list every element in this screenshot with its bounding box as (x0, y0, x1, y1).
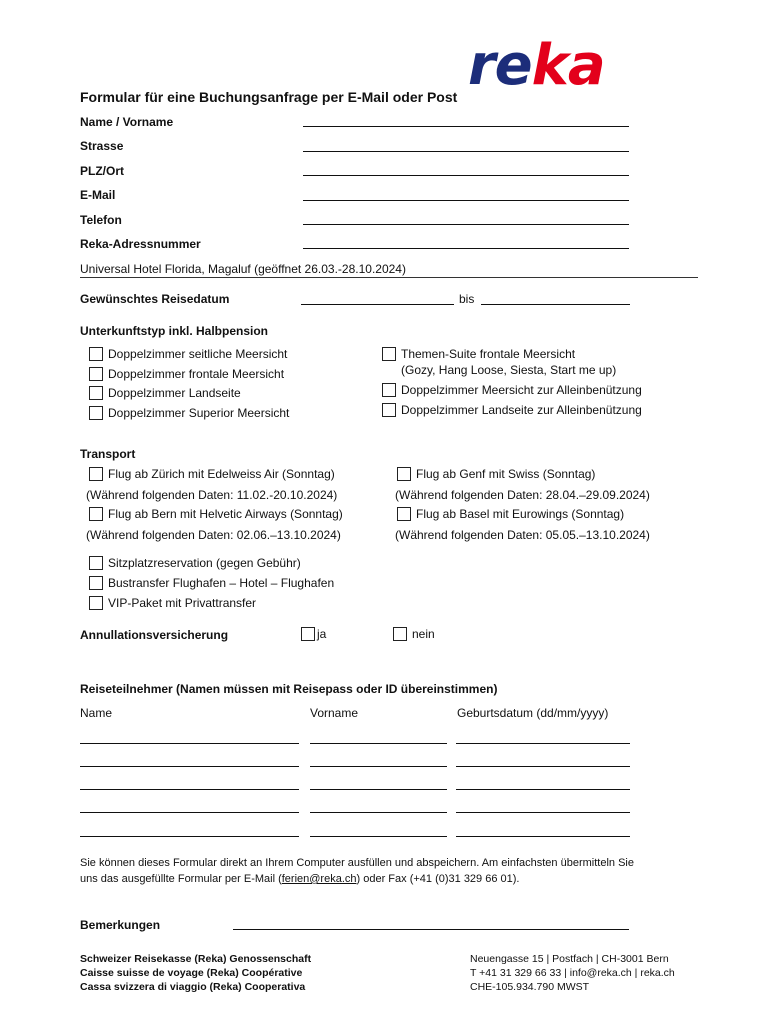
flight-basel[interactable] (397, 507, 624, 521)
room-option[interactable] (382, 383, 642, 397)
field-label-name: Name / Vorname (80, 115, 174, 129)
participant-name-line[interactable] (80, 812, 299, 813)
room-option[interactable] (89, 367, 284, 381)
checkbox[interactable] (89, 596, 103, 610)
insurance-label: Annullationsversicherung (80, 628, 229, 642)
checkbox[interactable] (89, 347, 103, 361)
field-line-plz[interactable] (303, 175, 629, 176)
participant-birth-line[interactable] (456, 789, 630, 790)
flight-label: Flug ab Bern mit Helvetic Airways (Sonntag) (108, 507, 343, 521)
field-label-email: E-Mail (80, 188, 116, 202)
participant-birth-line[interactable] (456, 836, 630, 837)
participants-heading: Reiseteilnehmer (Namen müssen mit Reisepass oder ID übereinstimmen) (80, 682, 498, 696)
flight-label: Flug ab Zürich mit Edelweiss Air (Sonntag) (108, 467, 335, 481)
travel-date-to-line[interactable] (481, 304, 630, 305)
instructions-post: ) oder Fax (+41 (0)31 329 66 01). (356, 873, 520, 885)
extra-label: Bustransfer Flughafen – Hotel – Flughafen (108, 576, 335, 590)
checkbox[interactable] (89, 386, 103, 400)
col-birth: Geburtsdatum (dd/mm/yyyy) (457, 706, 609, 720)
extra-seat[interactable] (89, 556, 301, 570)
logo-re: re (468, 33, 532, 98)
footer-left-2: Caisse suisse de voyage (Reka) Coopérative (80, 967, 303, 979)
flight-zurich-dates: (Während folgenden Daten: 11.02.-20.10.2024) (86, 488, 338, 502)
field-label-telefon: Telefon (80, 213, 122, 227)
extra-bus[interactable] (89, 576, 334, 590)
field-line-adressnummer[interactable] (303, 248, 629, 249)
insurance-yes-label: ja (317, 627, 327, 641)
participant-vorname-line[interactable] (310, 812, 447, 813)
room-label: Doppelzimmer Landseite zur Alleinbenützung (401, 403, 642, 417)
room-label: Doppelzimmer Superior Meersicht (108, 406, 290, 420)
room-option[interactable] (382, 403, 642, 417)
participant-name-line[interactable] (80, 743, 299, 744)
room-option[interactable] (89, 386, 241, 400)
checkbox[interactable] (382, 383, 396, 397)
checkbox[interactable] (89, 406, 103, 420)
extra-vip[interactable] (89, 596, 256, 610)
footer-left-1: Schweizer Reisekasse (Reka) Genossenschaft (80, 953, 312, 965)
checkbox[interactable] (89, 467, 103, 481)
transport-heading: Transport (80, 447, 136, 461)
remarks-line[interactable] (233, 929, 629, 930)
checkbox[interactable] (382, 403, 396, 417)
participant-vorname-line[interactable] (310, 789, 447, 790)
logo-ka: ka (531, 33, 605, 98)
flight-zurich[interactable] (89, 467, 335, 481)
flight-genf[interactable] (397, 467, 595, 481)
reka-logo (468, 33, 605, 98)
field-line-strasse[interactable] (303, 151, 629, 152)
instructions-line1: Sie können dieses Formular direkt an Ihrem Computer ausfüllen und abspeichern. Am einfachsten übermitteln Sie (80, 857, 634, 869)
field-label-plz: PLZ/Ort (80, 164, 124, 178)
footer-right-3: CHE-105.934.790 MWST (470, 981, 590, 993)
participant-name-line[interactable] (80, 766, 299, 767)
travel-date-from-line[interactable] (301, 304, 454, 305)
checkbox[interactable] (89, 507, 103, 521)
field-line-email[interactable] (303, 200, 629, 201)
participant-name-line[interactable] (80, 836, 299, 837)
footer-right-1: Neuengasse 15 | Postfach | CH-3001 Bern (470, 953, 669, 965)
checkbox[interactable] (393, 627, 407, 641)
room-label: Themen-Suite frontale Meersicht (401, 347, 576, 361)
checkbox[interactable] (89, 576, 103, 590)
flight-label: Flug ab Basel mit Eurowings (Sonntag) (416, 507, 625, 521)
extra-label: VIP-Paket mit Privattransfer (108, 596, 257, 610)
field-label-strasse: Strasse (80, 139, 124, 153)
form-title: Formular für eine Buchungsanfrage per E-Mail oder Post (80, 89, 458, 105)
checkbox[interactable] (397, 467, 411, 481)
flight-label: Flug ab Genf mit Swiss (Sonntag) (416, 467, 596, 481)
extra-label: Sitzplatzreservation (gegen Gebühr) (108, 556, 301, 570)
col-vorname: Vorname (310, 706, 359, 720)
participant-vorname-line[interactable] (310, 766, 447, 767)
room-label: Doppelzimmer Landseite (108, 386, 241, 400)
flight-bern-dates: (Während folgenden Daten: 02.06.–13.10.2024) (86, 528, 341, 542)
room-label: Doppelzimmer frontale Meersicht (108, 367, 285, 381)
remarks-label: Bemerkungen (80, 918, 161, 932)
participant-birth-line[interactable] (456, 812, 630, 813)
checkbox[interactable] (89, 367, 103, 381)
flight-basel-dates: (Während folgenden Daten: 05.05.–13.10.2024) (395, 528, 650, 542)
footer-right-2: T +41 31 329 66 33 | info@reka.ch | reka.ch (470, 967, 675, 979)
travel-date-bis: bis (459, 292, 475, 306)
field-line-telefon[interactable] (303, 224, 629, 225)
participant-name-line[interactable] (80, 789, 299, 790)
field-line-name[interactable] (303, 126, 629, 127)
instructions-pre: uns das ausgefüllte Formular per E-Mail ( (80, 873, 282, 885)
checkbox[interactable] (89, 556, 103, 570)
flight-bern[interactable] (89, 507, 343, 521)
footer-left-3: Cassa svizzera di viaggio (Reka) Cooperativa (80, 981, 306, 993)
room-option[interactable] (89, 347, 287, 361)
room-label: Doppelzimmer Meersicht zur Alleinbenützung (401, 383, 642, 397)
suite-note: (Gozy, Hang Loose, Siesta, Start me up) (401, 363, 617, 377)
accommodation-heading: Unterkunftstyp inkl. Halbpension (80, 324, 269, 338)
checkbox[interactable] (397, 507, 411, 521)
participant-birth-line[interactable] (456, 766, 630, 767)
instructions-line2 (80, 873, 519, 885)
room-option-suite[interactable] (382, 347, 575, 361)
field-label-adressnummer: Reka-Adressnummer (80, 237, 201, 251)
hotel-name: Universal Hotel Florida, Magaluf (geöffnet 26.03.-28.10.2024) (80, 262, 406, 276)
email-link[interactable]: ferien@reka.ch (281, 873, 357, 885)
divider (80, 277, 698, 278)
room-label: Doppelzimmer seitliche Meersicht (108, 347, 288, 361)
travel-date-label: Gewünschtes Reisedatum (80, 292, 230, 306)
participant-vorname-line[interactable] (310, 743, 447, 744)
room-option[interactable] (89, 406, 289, 420)
insurance-no-label: nein (412, 627, 435, 641)
insurance-no[interactable] (393, 627, 435, 641)
col-name: Name (80, 706, 113, 720)
checkbox[interactable] (382, 347, 396, 361)
flight-genf-dates: (Während folgenden Daten: 28.04.–29.09.2024) (395, 488, 650, 502)
participant-birth-line[interactable] (456, 743, 630, 744)
participant-vorname-line[interactable] (310, 836, 447, 837)
checkbox[interactable] (301, 627, 315, 641)
insurance-yes[interactable] (301, 627, 326, 641)
